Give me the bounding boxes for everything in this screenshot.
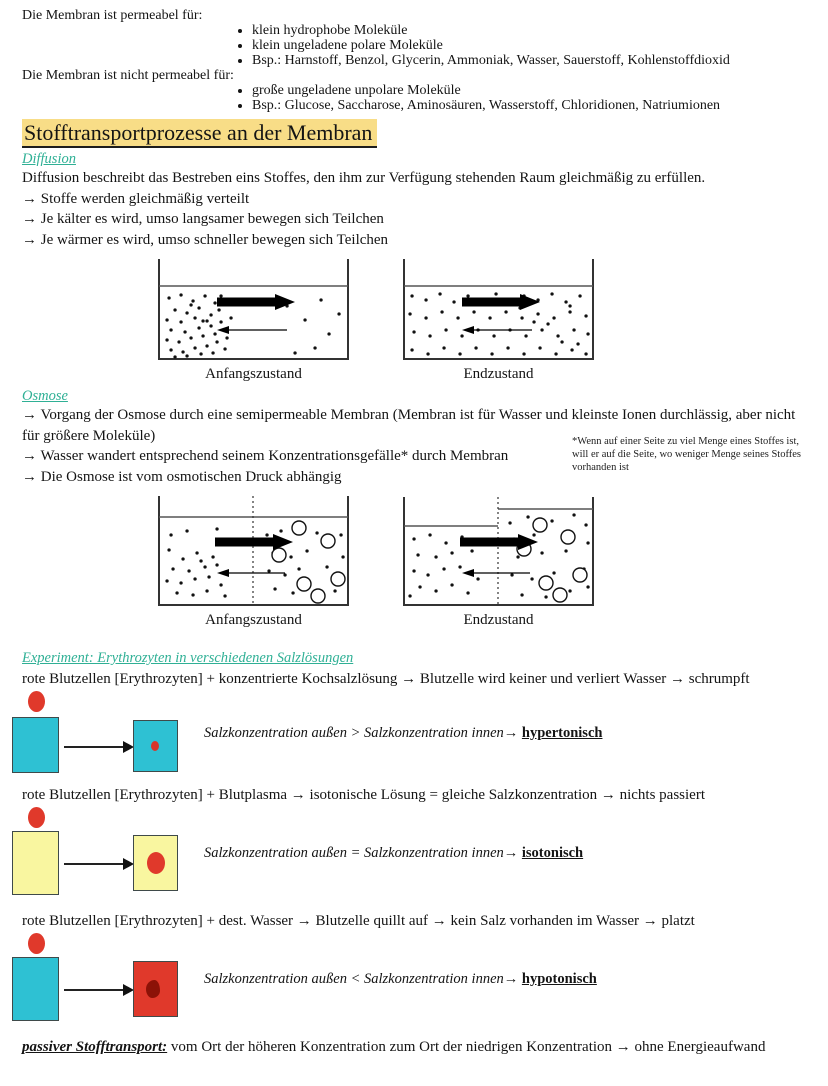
right-arrow-icon: [64, 746, 124, 748]
shrunken-blood-cell-icon: [151, 741, 159, 751]
thin-left-arrow: [462, 569, 530, 577]
burst-blood-cell-icon: [146, 980, 160, 998]
experiment-case-figure-isotonisch: [12, 807, 800, 899]
right-arrow-icon: [64, 863, 124, 865]
solution-cell-before: [12, 831, 59, 895]
caption-text: Salzkonzentration außen > Salzkonzentration innen→: [204, 725, 522, 741]
thick-right-arrow: [462, 294, 540, 310]
diffusion-point: → Je kälter es wird, umso langsamer bewegen sich Teilchen: [22, 211, 384, 227]
osmose-beaker-end: [400, 495, 597, 629]
not-permeable-label: Die Membran ist nicht permeabel für:: [22, 68, 234, 83]
experiment-case-figure-hypertonisch: [12, 691, 800, 775]
solution-cell-before: [12, 717, 59, 773]
list-item: • Bsp.: Harnstoff, Benzol, Glycerin, Ammoniak, Wasser, Sauerstoff, Kohlenstoffdioxid: [252, 53, 810, 68]
diffusion-figure: [155, 258, 810, 383]
passive-transport-text: vom Ort der höheren Konzentration zum Ort der niedrigen Konzentration → ohne Energieaufwand: [167, 1039, 766, 1055]
small-particle-dots: [410, 515, 588, 597]
caption-text: Salzkonzentration außen < Salzkonzentration innen→: [204, 971, 522, 987]
unchanged-blood-cell-icon: [147, 852, 165, 874]
case-caption: [204, 971, 597, 988]
osmose-point: → Wasser wandert entsprechend seinem Konzentrationsgefälle* durch Membran: [22, 448, 509, 464]
osmose-beaker-start-drawing: [155, 495, 352, 607]
membrane-permeability-section: [22, 8, 810, 113]
caption-term: hypotonisch: [521, 971, 597, 987]
page-title: [22, 120, 810, 146]
beaker-start-drawing: [155, 258, 352, 361]
beaker-label: Endzustand: [463, 612, 534, 628]
osmose-point: → Vorgang der Osmose durch eine semipermeable Membran (Membran ist für Wasser und kleinste Ionen durchlässig, aber nicht für größere Moleküle): [22, 407, 796, 444]
diffusion-beaker-start: [155, 258, 352, 383]
thick-right-arrow: [215, 534, 293, 550]
beaker-walls: [159, 259, 348, 359]
osmose-beaker-start: [155, 495, 352, 629]
experiment-case-description: rote Blutzellen [Erythrozyten] + dest. Wasser → Blutzelle quillt auf → kein Salz vorhanden im Wasser → platzt: [22, 913, 695, 929]
caption-term: isotonisch: [521, 845, 584, 861]
caption-text: Salzkonzentration außen = Salzkonzentration innen→: [204, 845, 522, 861]
case-caption: [204, 725, 602, 742]
osmose-footnote: *Wenn auf einer Seite zu viel Menge eines Stoffes ist, will er auf die Seite, wo weniger Menge seines Stoffes vorhanden ist: [572, 436, 801, 473]
osmose-point: → Die Osmose ist vom osmotischen Druck abhängig: [22, 468, 342, 485]
diffusion-heading: Diffusion: [22, 151, 76, 167]
thick-right-arrow: [217, 294, 295, 310]
not-permeable-list: [22, 83, 810, 113]
list-item: • klein hydrophobe Moleküle: [252, 23, 810, 38]
diffusion-beaker-end: [400, 258, 597, 383]
experiment-case-description: rote Blutzellen [Erythrozyten] + konzentrierte Kochsalzlösung → Blutzelle wird keiner und verliert Wasser → schrumpft: [22, 671, 750, 687]
red-blood-cell-icon: [28, 933, 45, 954]
diffusion-point: → Stoffe werden gleichmäßig verteilt: [22, 190, 250, 207]
diffusion-section: [22, 150, 810, 383]
osmose-figure: [155, 495, 810, 629]
red-blood-cell-icon: [28, 807, 45, 828]
beaker-walls: [404, 259, 593, 359]
thin-left-arrow: [217, 569, 285, 577]
beaker-label: Anfangszustand: [205, 612, 302, 628]
experiment-heading: Experiment: Erythrozyten in verschiedenen Salzlösungen: [22, 650, 354, 666]
experiment-case-description: rote Blutzellen [Erythrozyten] + Blutplasma → isotonische Lösung = gleiche Salzkonzentration → nichts passiert: [22, 787, 706, 803]
permeable-label: Die Membran ist permeabel für:: [22, 8, 203, 23]
list-item: • klein ungeladene polare Moleküle: [252, 38, 810, 53]
solution-cell-before: [12, 957, 59, 1021]
diffusion-point: → Je wärmer es wird, umso schneller bewegen sich Teilchen: [22, 231, 389, 248]
beaker-end-drawing: [400, 258, 597, 361]
solution-cell-after: [133, 835, 178, 891]
permeable-list: [22, 23, 810, 68]
solution-cell-after: [133, 961, 178, 1017]
page-title-highlight: Stofftransportprozesse an der Membran: [22, 119, 377, 148]
list-item: • Bsp.: Glucose, Saccharose, Aminosäuren, Wasserstoff, Chloridionen, Natriumionen: [252, 98, 810, 113]
beaker-label: Endzustand: [463, 366, 534, 382]
case-caption: [204, 845, 583, 862]
large-molecule-circles: [517, 518, 587, 602]
solution-cell-after: [133, 720, 178, 772]
list-item: • große ungeladene unpolare Moleküle: [252, 83, 810, 98]
diffusion-description: Diffusion beschreibt das Bestreben eins Stoffes, den ihm zur Verfügung stehenden Raum gleichmäßig zu erfüllen.: [22, 170, 706, 186]
passive-transport-note: [22, 1037, 810, 1057]
experiment-section: [22, 649, 810, 1025]
beaker-label: Anfangszustand: [205, 366, 302, 382]
osmose-section: [22, 387, 810, 629]
caption-term: hypertonisch: [521, 725, 603, 741]
red-blood-cell-icon: [28, 691, 45, 712]
passive-transport-term: passiver Stofftransport:: [22, 1039, 168, 1055]
osmose-beaker-end-drawing: [400, 495, 597, 607]
thin-left-arrow: [462, 326, 532, 334]
right-arrow-icon: [64, 989, 124, 991]
experiment-case-figure-hypotonisch: [12, 933, 800, 1025]
thin-left-arrow: [217, 326, 287, 334]
osmose-heading: Osmose: [22, 388, 68, 404]
